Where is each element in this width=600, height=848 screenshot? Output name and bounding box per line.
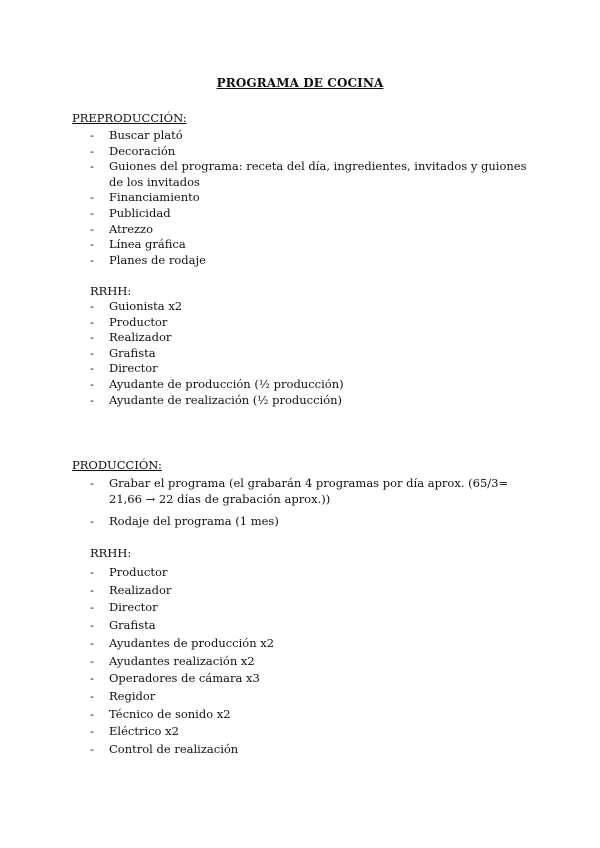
list-item: - Productor (90, 315, 530, 331)
document-title: PROGRAMA DE COCINA (216, 76, 384, 90)
list-item: - Realizador (90, 582, 530, 600)
produccion-list (90, 475, 530, 529)
list-item: - Eléctrico x2 (90, 723, 530, 741)
list-item: - Director (90, 361, 530, 377)
list-item: - Grafista (90, 346, 530, 362)
preproduccion-rrhh-label: RRHH: (90, 284, 132, 298)
list-item: - Grafista (90, 617, 530, 635)
list-item: - Guionista x2 (90, 299, 530, 315)
list-item: - Técnico de sonido x2 (90, 706, 530, 724)
produccion-heading: PRODUCCIÓN: (72, 458, 162, 472)
list-item: - Decoración (90, 144, 530, 160)
list-item: - Grabar el programa (el grabarán 4 programas por día aprox. (65/3= 21,66 → 22 días de grabación aprox.)) (90, 475, 530, 507)
list-item: - Ayudante de producción (½ producción) (90, 377, 530, 393)
preproduccion-list (90, 128, 530, 268)
list-item: - Buscar plató (90, 128, 530, 144)
list-item: - Financiamiento (90, 190, 530, 206)
list-item: - Atrezzo (90, 222, 530, 238)
produccion-rrhh-list (90, 564, 530, 759)
produccion-rrhh-label: RRHH: (90, 546, 132, 560)
list-item: - Productor (90, 564, 530, 582)
list-item: - Línea gráfica (90, 237, 530, 253)
preproduccion-heading: PREPRODUCCIÓN: (72, 111, 187, 125)
list-item: - Control de realización (90, 741, 530, 759)
list-item: - Publicidad (90, 206, 530, 222)
list-item: - Regidor (90, 688, 530, 706)
list-item: - Ayudantes de producción x2 (90, 635, 530, 653)
list-item: - Guiones del programa: receta del día, ingredientes, invitados y guiones de los invitados (90, 159, 530, 190)
list-item: - Operadores de cámara x3 (90, 670, 530, 688)
list-item: - Ayudante de realización (½ producción) (90, 393, 530, 409)
list-item: - Ayudantes realización x2 (90, 653, 530, 671)
list-item: - Planes de rodaje (90, 253, 530, 269)
list-item: - Director (90, 599, 530, 617)
list-item: - Realizador (90, 330, 530, 346)
preproduccion-rrhh-list (90, 299, 530, 408)
list-item: - Rodaje del programa (1 mes) (90, 513, 530, 529)
